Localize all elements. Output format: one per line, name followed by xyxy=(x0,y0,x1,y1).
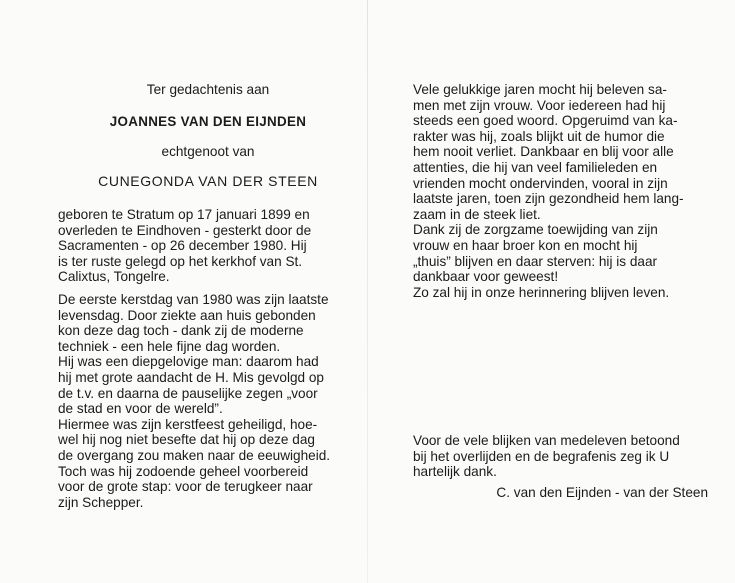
signature: C. van den Eijnden - van der Steen xyxy=(496,485,708,500)
paragraph-line: laatste jaren, toen zijn gezondheid hem lang- xyxy=(413,191,684,207)
paragraph-line: wel hij nog niet besefte dat hij op deze dag xyxy=(58,432,315,448)
paragraph-line: Vele gelukkige jaren mocht hij beleven sa- xyxy=(413,82,667,97)
paragraph-line: rakter was hij, zoals blijkt uit de humor die xyxy=(413,128,665,144)
paragraph-line: zaam in de steek liet. xyxy=(413,206,541,222)
paragraph-line: Voor de vele blijken van medeleven betoond xyxy=(413,433,680,448)
paragraph-line: De eerste kerstdag van 1980 was zijn laatste xyxy=(58,292,329,307)
paragraph-line: voor de grote stap: voor de terugkeer naar xyxy=(58,479,313,495)
paragraph-line: Hij was een diepgelovige man: daarom had xyxy=(58,354,319,370)
paragraph-line: men met zijn vrouw. Voor iedereen had hij xyxy=(413,97,666,113)
thanks-paragraph xyxy=(413,433,708,480)
paragraph-line: zijn Schepper. xyxy=(58,494,144,510)
paragraph-line: kon deze dag toch - dank zij de moderne xyxy=(58,323,304,339)
paragraph-line: vrouw en haar broer kon en mocht hij xyxy=(413,237,638,253)
spouse-name: CUNEGONDA VAN DER STEEN xyxy=(98,173,318,189)
paragraph-line: dankbaar voor geweest! xyxy=(413,269,559,285)
paragraph-line: levensdag. Door ziekte aan huis gebonden xyxy=(58,307,316,323)
paragraph-line: geboren te Stratum op 17 januari 1899 en xyxy=(58,207,310,222)
card-fold-line xyxy=(367,0,368,583)
paragraph-line: de t.v. en daarna de pauselijke zegen „voor xyxy=(58,385,318,401)
birth-death-paragraph xyxy=(58,207,358,285)
paragraph-line: bij het overlijden en de begrafenis zeg ik U xyxy=(413,448,670,464)
paragraph-line: Calixtus, Tongelre. xyxy=(58,269,170,285)
paragraph-line: de stad en voor de wereld”. xyxy=(58,401,223,417)
relation-text: echtgenoot van xyxy=(161,144,255,159)
memory-paragraph xyxy=(413,82,708,300)
paragraph-line: techniek - een hele fijne dag worden. xyxy=(58,338,281,354)
deceased-name: JOANNES VAN DEN EIJNDEN xyxy=(109,114,307,129)
intro-text: Ter gedachtenis aan xyxy=(146,82,270,97)
paragraph-line: overleden te Eindhoven - gesterkt door de xyxy=(58,222,312,238)
paragraph-line: de overgang zou maken naar de eeuwigheid. xyxy=(58,447,331,463)
paragraph-line: Sacramenten - op 26 december 1980. Hij xyxy=(58,238,307,254)
paragraph-line: steeds een goed woord. Opgeruimd van ka- xyxy=(413,113,678,129)
paragraph-line: Hiermee was zijn kerstfeest geheiligd, hoe- xyxy=(58,416,318,432)
christmas-paragraph xyxy=(58,292,358,510)
paragraph-line: „thuis” blijven en daar sterven: hij is daar xyxy=(413,253,658,269)
paragraph-line: Dank zij de zorgzame toewijding van zijn xyxy=(413,222,658,238)
paragraph-line: Toch was hij zodoende geheel voorbereid xyxy=(58,463,309,479)
paragraph-line: attenties, die hij van veel familieleden en xyxy=(413,159,658,175)
paragraph-line: hartelijk dank. xyxy=(413,464,497,480)
paragraph-line: vrienden mocht ondervinden, vooral in zijn xyxy=(413,175,668,191)
paragraph-line: is ter ruste gelegd op het kerkhof van St. xyxy=(58,253,303,269)
paragraph-line: Zo zal hij in onze herinnering blijven leven. xyxy=(413,284,670,300)
paragraph-line: hem nooit verliet. Dankbaar en blij voor alle xyxy=(413,144,674,160)
paragraph-line: hij met grote aandacht de H. Mis gevolgd op xyxy=(58,369,324,385)
